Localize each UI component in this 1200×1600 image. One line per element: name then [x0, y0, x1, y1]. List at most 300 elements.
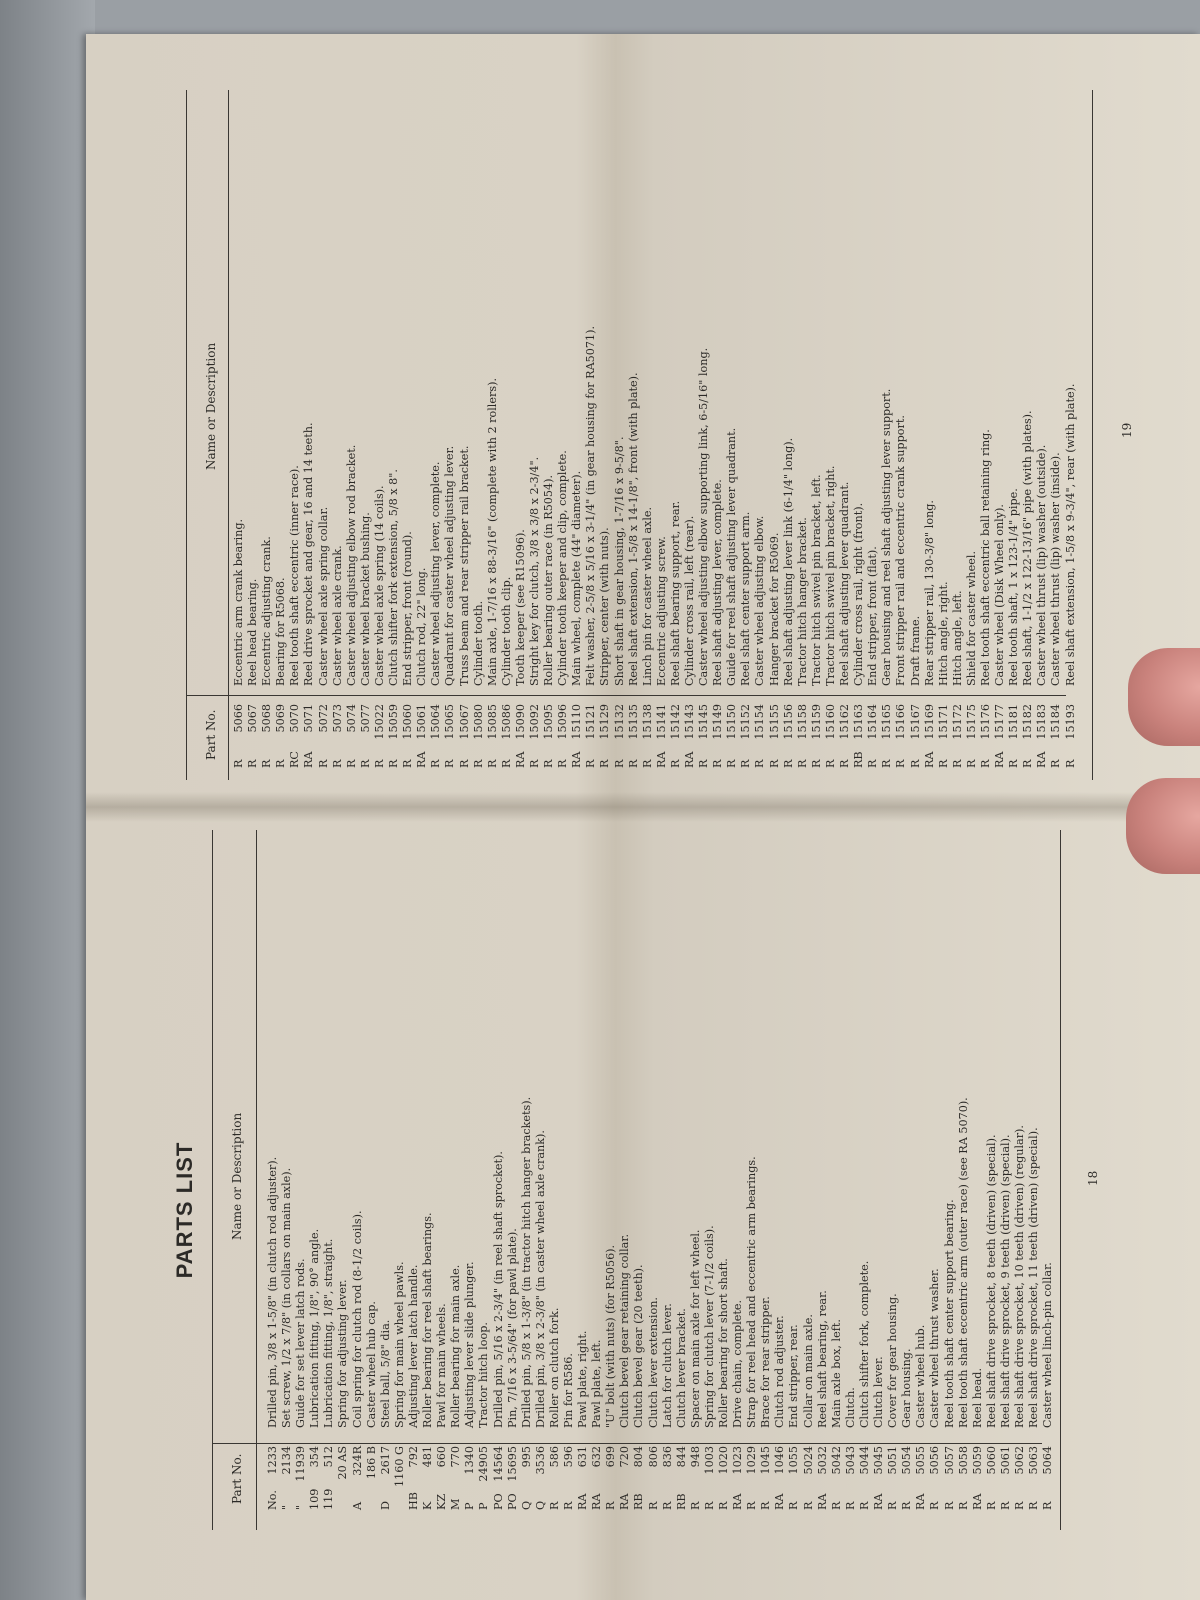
- parts-table-left: [266, 830, 1055, 1510]
- part-description: Eccentric adjusting crank.: [260, 536, 274, 686]
- table-row: [858, 830, 872, 1510]
- table-row: [598, 68, 612, 768]
- part-description: Roller bearing for main axle.: [449, 1264, 463, 1428]
- table-row: [745, 830, 759, 1510]
- part-description: Main axle box, left.: [829, 1319, 843, 1428]
- table-row: [1027, 830, 1041, 1510]
- table-row: [739, 68, 753, 768]
- part-number: 15132: [612, 704, 626, 740]
- part-number: 15080: [471, 704, 485, 740]
- page-19: [86, 34, 1200, 800]
- part-prefix: K: [421, 1501, 435, 1510]
- table-row: [359, 68, 373, 768]
- part-prefix: R: [660, 1501, 674, 1510]
- table-row: [993, 68, 1007, 768]
- table-row: [852, 68, 866, 768]
- part-description: Cylinder cross rail, right (front).: [852, 502, 866, 686]
- part-number: 5059: [970, 1446, 984, 1475]
- part-prefix: R: [697, 759, 711, 768]
- table-row: [1064, 68, 1078, 768]
- part-number: 699: [604, 1446, 618, 1468]
- table-row: [675, 830, 689, 1510]
- part-number: 5061: [998, 1446, 1012, 1475]
- part-prefix: R: [964, 759, 978, 768]
- part-prefix: R: [781, 759, 795, 768]
- part-prefix: A: [350, 1501, 364, 1510]
- part-prefix: RA: [590, 1493, 604, 1510]
- part-description: Reel head.: [970, 1367, 984, 1428]
- part-number: 5067: [246, 704, 260, 733]
- part-number: 1029: [745, 1446, 759, 1475]
- page-title: PARTS LIST: [172, 1141, 197, 1279]
- part-number: 15177: [993, 704, 1007, 740]
- table-row: [246, 68, 260, 768]
- table-surface: [0, 0, 95, 1600]
- part-description: Clutch.: [843, 1387, 857, 1428]
- part-description: Reel shaft adjusting lever, complete.: [711, 479, 725, 686]
- part-description: Shield for caster wheel.: [964, 551, 978, 686]
- table-row: [590, 830, 604, 1510]
- table-row: [971, 830, 985, 1510]
- part-number: 15061: [415, 704, 429, 740]
- part-number: 995: [519, 1446, 533, 1468]
- table-row: [923, 68, 937, 768]
- part-number: 15156: [781, 704, 795, 740]
- part-prefix: R: [626, 759, 640, 768]
- part-number: 5060: [984, 1446, 998, 1475]
- table-row: [379, 830, 393, 1510]
- part-number: 15171: [936, 704, 950, 740]
- column-header-part-no: Part No.: [230, 1453, 244, 1504]
- part-description: Drilled pin, 5/16 x 2-3/4" (in reel shaft sprocket).: [491, 1151, 505, 1428]
- part-description: Caster wheel adjusting elbow.: [753, 515, 767, 686]
- part-description: Clutch rod, 22" long.: [415, 567, 429, 686]
- part-description: End stripper, front (round).: [401, 531, 415, 686]
- part-description: Guide for set lever latch rods.: [294, 1258, 308, 1428]
- part-prefix: RA: [872, 1493, 886, 1510]
- part-prefix: KZ: [435, 1493, 449, 1510]
- table-row: [647, 830, 661, 1510]
- table-row: [979, 68, 993, 768]
- part-prefix: RA: [922, 751, 936, 768]
- part-number: 15060: [401, 704, 415, 740]
- part-description: Pin, 7/16 x 3-5/64" (for pawl plate).: [505, 1228, 519, 1428]
- part-description: Adjusting lever slide plunger.: [463, 1261, 477, 1428]
- part-number: 15059: [387, 704, 401, 740]
- part-description: Adjusting lever latch handle.: [406, 1264, 420, 1428]
- table-row: [914, 830, 928, 1510]
- part-description: Spacer on main axle for left wheel.: [688, 1229, 702, 1428]
- table-row: [458, 68, 472, 768]
- part-description: Clutch bevel gear (20 teeth).: [632, 1264, 646, 1428]
- part-prefix: R: [900, 1501, 914, 1510]
- table-row: [345, 68, 359, 768]
- part-description: Clutch lever extension.: [646, 1297, 660, 1428]
- part-number: 5077: [358, 704, 372, 733]
- part-number: 15181: [1007, 704, 1021, 740]
- table-row: [1049, 68, 1063, 768]
- table-row: [1007, 68, 1021, 768]
- part-number: 14564: [491, 1446, 505, 1482]
- part-number: 15149: [711, 704, 725, 740]
- part-number: 15695: [505, 1446, 519, 1482]
- part-prefix: R: [857, 1501, 871, 1510]
- part-prefix: R: [612, 759, 626, 768]
- table-row: [534, 830, 548, 1510]
- part-prefix: R: [457, 759, 471, 768]
- part-number: 512: [322, 1446, 336, 1468]
- part-description: Lubrication fitting, 1/8", straight.: [322, 1238, 336, 1428]
- part-number: 15159: [809, 704, 823, 740]
- part-description: Caster wheel adjusting elbow supporting link, 6-5/16" long.: [697, 347, 711, 686]
- part-description: Tractor hitch loop.: [477, 1322, 491, 1428]
- table-row: [886, 830, 900, 1510]
- part-prefix: R: [598, 759, 612, 768]
- part-prefix: R: [330, 759, 344, 768]
- part-number: 5062: [1012, 1446, 1026, 1475]
- part-description: Reel shaft drive sprocket, 11 teeth (driven) (special).: [1027, 1127, 1041, 1428]
- part-number: 5068: [260, 704, 274, 733]
- part-number: 1023: [731, 1446, 745, 1475]
- part-number: 5051: [886, 1446, 900, 1475]
- part-description: Spring for main wheel pawls.: [392, 1261, 406, 1428]
- part-number: 792: [406, 1446, 420, 1468]
- booklet: [86, 34, 1200, 1600]
- table-row: [556, 68, 570, 768]
- part-number: 1003: [702, 1446, 716, 1475]
- table-row: [336, 830, 350, 1510]
- part-prefix: R: [942, 1501, 956, 1510]
- part-description: Clutch lever.: [872, 1356, 886, 1428]
- page-number: 18: [1086, 1170, 1100, 1186]
- part-description: Brace for rear stripper.: [759, 1296, 773, 1428]
- table-row: [486, 68, 500, 768]
- part-number: 324R: [350, 1446, 364, 1476]
- part-description: Tooth keeper (see R15096).: [513, 529, 527, 686]
- part-prefix: ": [294, 1504, 308, 1510]
- part-prefix: R: [604, 1501, 618, 1510]
- table-row: [407, 830, 421, 1510]
- part-prefix: RA: [970, 1493, 984, 1510]
- column-header-description: Name or Description: [230, 1112, 244, 1240]
- part-number: 5073: [330, 704, 344, 733]
- part-description: Pawl for main wheels.: [435, 1303, 449, 1428]
- part-number: 15090: [513, 704, 527, 740]
- part-prefix: RA: [993, 751, 1007, 768]
- part-description: Drilled pin, 3/8 x 1-5/8" (in clutch rod adjuster).: [266, 1156, 279, 1428]
- part-description: Felt washer, 2-5/8 x 5/16 x 3-1/4" (in gear housing for RA5071).: [584, 325, 598, 686]
- part-number: 5074: [344, 704, 358, 733]
- part-number: 15158: [795, 704, 809, 740]
- table-row: [824, 68, 838, 768]
- part-description: Stright key for clutch, 3/8 x 3/8 x 2-3/4".: [527, 456, 541, 686]
- table-row: [421, 830, 435, 1510]
- part-description: Roller bearing for reel shaft bearings.: [421, 1212, 435, 1428]
- part-prefix: R: [344, 759, 358, 768]
- thumb: [1128, 648, 1200, 746]
- part-number: 15142: [668, 704, 682, 740]
- table-row: [415, 68, 429, 768]
- table-row: [759, 830, 773, 1510]
- part-description: Drilled pin, 5/8 x 1-3/8" (in tractor hitch hanger brackets).: [519, 1096, 533, 1428]
- part-description: Caster wheel axle crank.: [330, 545, 344, 686]
- part-number: 5045: [872, 1446, 886, 1475]
- part-description: Reel drive sprocket and gear, 16 and 14 teeth.: [302, 422, 316, 686]
- part-description: Cylinder cross rail, left (rear).: [683, 515, 696, 686]
- part-number: 15067: [457, 704, 471, 740]
- table-row: [401, 68, 415, 768]
- part-description: End stripper, front (flat).: [866, 546, 880, 686]
- part-description: Clutch rod adjuster.: [773, 1315, 787, 1428]
- part-number: 15152: [739, 704, 753, 740]
- column-header-description: Name or Description: [204, 342, 218, 470]
- part-prefix: No.: [266, 1490, 279, 1510]
- part-prefix: R: [829, 1501, 843, 1510]
- table-row: [632, 830, 646, 1510]
- part-description: Caster wheel linch-pin collar.: [1041, 1262, 1055, 1428]
- table-row: [810, 68, 824, 768]
- table-row: [542, 68, 556, 768]
- part-description: Caster wheel bracket bushing.: [358, 512, 372, 686]
- part-prefix: R: [753, 759, 767, 768]
- table-row: [787, 830, 801, 1510]
- part-prefix: R: [556, 759, 570, 768]
- footer-rule: [1060, 830, 1061, 1530]
- part-number: 2617: [378, 1446, 392, 1475]
- table-row: [900, 830, 914, 1510]
- table-row: [506, 830, 520, 1510]
- part-description: Reel shaft adjusting lever link (6-1/4" long).: [781, 437, 795, 686]
- part-prefix: R: [387, 759, 401, 768]
- table-row: [514, 68, 528, 768]
- part-number: 15155: [767, 704, 781, 740]
- part-description: Reel shaft, 1-1/2 x 122-13/16" pipe (with plates).: [1021, 410, 1035, 686]
- part-number: 5063: [1027, 1446, 1041, 1475]
- part-number: 15095: [542, 704, 556, 740]
- part-number: 15138: [640, 704, 654, 740]
- table-row: [844, 830, 858, 1510]
- part-description: Steel ball, 5/8" dia.: [378, 1319, 392, 1428]
- table-row: [331, 68, 345, 768]
- part-description: End stripper, rear.: [787, 1324, 801, 1428]
- table-row: [365, 830, 379, 1510]
- part-number: 15163: [852, 704, 866, 740]
- part-number: 1055: [787, 1446, 801, 1475]
- part-description: Tractor hitch hanger bracket.: [795, 517, 809, 686]
- part-description: Eccentric arm crank bearing.: [232, 518, 245, 686]
- part-description: Clutch bevel gear retaining collar.: [618, 1234, 632, 1428]
- part-prefix: Q: [519, 1500, 533, 1510]
- part-number: 15096: [556, 704, 570, 740]
- table-row: [351, 830, 365, 1510]
- part-description: Pawl plate, left.: [590, 1339, 604, 1428]
- table-row: [260, 68, 274, 768]
- part-description: Caster wheel hub cap.: [364, 1301, 378, 1428]
- part-prefix: R: [843, 1501, 857, 1510]
- part-number: 15135: [626, 704, 640, 740]
- table-row: [796, 68, 810, 768]
- part-number: 15064: [429, 704, 443, 740]
- table-row: [435, 830, 449, 1510]
- part-prefix: Q: [533, 1500, 547, 1510]
- part-prefix: R: [928, 1501, 942, 1510]
- part-prefix: R: [787, 1501, 801, 1510]
- part-description: Reel shaft drive sprocket, 10 teeth (driven) (regular).: [1012, 1125, 1026, 1428]
- part-prefix: RA: [731, 1493, 745, 1510]
- table-row: [472, 68, 486, 768]
- part-number: 631: [576, 1446, 590, 1468]
- part-number: 15143: [683, 704, 696, 740]
- part-number: 948: [688, 1446, 702, 1468]
- table-row: [1021, 68, 1035, 768]
- table-row: [570, 68, 584, 768]
- part-description: Bearing for R5068.: [274, 577, 288, 686]
- part-prefix: R: [801, 1501, 815, 1510]
- part-prefix: R: [908, 759, 922, 768]
- part-prefix: RA: [415, 751, 429, 768]
- part-number: 586: [547, 1446, 561, 1468]
- table-row: [604, 830, 618, 1510]
- part-prefix: R: [984, 1501, 998, 1510]
- table-row: [965, 68, 979, 768]
- part-prefix: R: [640, 759, 654, 768]
- part-number: 15150: [725, 704, 739, 740]
- table-row: [443, 68, 457, 768]
- part-description: Pin for R586.: [561, 1353, 575, 1428]
- part-description: Linch pin for caster wheel axle.: [640, 506, 654, 686]
- part-number: 15065: [443, 704, 457, 740]
- header-rule-bottom: [256, 830, 257, 1530]
- part-description: Cover for gear housing.: [886, 1293, 900, 1428]
- part-number: 5072: [316, 704, 330, 733]
- part-prefix: R: [950, 759, 964, 768]
- part-prefix: R: [745, 1501, 759, 1510]
- part-number: 1020: [717, 1446, 730, 1475]
- part-prefix: R: [894, 759, 908, 768]
- part-prefix: R: [542, 759, 556, 768]
- part-number: 836: [660, 1446, 674, 1468]
- part-description: Reel tooth shaft, 1 x 123-1/4" pipe.: [1007, 488, 1021, 686]
- part-description: Hitch angle, right.: [936, 581, 950, 686]
- part-prefix: R: [1027, 1501, 1041, 1510]
- table-row: [618, 830, 632, 1510]
- part-number: 1046: [773, 1446, 787, 1475]
- part-prefix: RB: [674, 1493, 688, 1510]
- part-prefix: R: [547, 1501, 561, 1510]
- table-row: [562, 830, 576, 1510]
- part-number: 15169: [922, 704, 936, 740]
- part-description: Reel shaft bearing, rear.: [815, 1290, 829, 1428]
- part-prefix: R: [668, 759, 682, 768]
- part-prefix: RA: [302, 751, 316, 768]
- part-description: Reel tooth shaft center support bearing.: [942, 1199, 956, 1428]
- table-row: [528, 68, 542, 768]
- part-prefix: R: [711, 759, 725, 768]
- table-row: [703, 830, 717, 1510]
- part-number: 15086: [499, 704, 513, 740]
- part-description: Reel shaft extension, 1-5/8 x 9-3/4", rear (with plate).: [1063, 383, 1077, 686]
- part-prefix: RA: [773, 1493, 787, 1510]
- table-row: [655, 68, 669, 768]
- part-prefix: RA: [618, 1493, 632, 1510]
- part-number: 5058: [956, 1446, 970, 1475]
- table-row: [717, 830, 731, 1510]
- part-description: Roller bearing for short shaft.: [717, 1258, 730, 1428]
- part-number: 804: [632, 1446, 646, 1468]
- part-number: 354: [308, 1446, 322, 1468]
- part-number: 844: [674, 1446, 688, 1468]
- table-row: [753, 68, 767, 768]
- part-description: Cylinder tooth clip.: [499, 576, 513, 686]
- page-number: 19: [1120, 422, 1134, 438]
- table-row: [294, 830, 308, 1510]
- table-row: [280, 830, 294, 1510]
- table-row: [830, 830, 844, 1510]
- table-row: [689, 830, 703, 1510]
- part-description: Main axle, 1-7/16 x 88-3/16" (complete with 2 rollers).: [485, 377, 499, 686]
- table-row: [266, 830, 280, 1510]
- part-prefix: R: [527, 759, 541, 768]
- table-row: [232, 68, 246, 768]
- footer-rule: [1092, 90, 1093, 780]
- part-number: 5056: [928, 1446, 942, 1475]
- table-row: [520, 830, 534, 1510]
- part-number: 5057: [942, 1446, 956, 1475]
- part-prefix: HB: [406, 1492, 420, 1510]
- part-number: 3536: [533, 1446, 547, 1475]
- table-row: [387, 68, 401, 768]
- part-prefix: RB: [632, 1493, 646, 1510]
- table-row: [288, 68, 302, 768]
- parts-table-right: [232, 68, 1078, 768]
- part-description: Reel shaft drive sprocket, 9 teeth (driven) (special).: [998, 1134, 1012, 1428]
- part-prefix: R: [739, 759, 753, 768]
- part-prefix: R: [232, 759, 245, 768]
- part-prefix: RA: [1035, 751, 1049, 768]
- part-prefix: R: [823, 759, 837, 768]
- part-number: 15121: [584, 704, 598, 740]
- part-prefix: R: [956, 1501, 970, 1510]
- part-number: 15193: [1063, 704, 1077, 740]
- part-prefix: RC: [288, 751, 302, 768]
- table-row: [274, 68, 288, 768]
- part-prefix: M: [449, 1498, 463, 1510]
- table-row: [463, 830, 477, 1510]
- table-row: [429, 68, 443, 768]
- part-prefix: R: [1063, 759, 1077, 768]
- part-prefix: R: [260, 759, 274, 768]
- part-description: Caster wheel (Disk Wheel only).: [993, 504, 1007, 686]
- table-row: [816, 830, 830, 1510]
- table-row: [1035, 68, 1049, 768]
- part-description: Guide for reel shaft adjusting lever quadrant.: [725, 427, 739, 686]
- part-prefix: R: [1007, 759, 1021, 768]
- part-description: Spring for adjusting lever.: [336, 1279, 350, 1428]
- part-description: Reel shaft drive sprocket, 8 teeth (driven) (special).: [984, 1134, 998, 1428]
- part-prefix: PO: [491, 1493, 505, 1510]
- table-row: [308, 830, 322, 1510]
- part-number: 5070: [288, 704, 302, 733]
- part-prefix: R: [866, 759, 880, 768]
- part-description: Reel tooth shaft eccentric (inner race).: [288, 465, 302, 686]
- part-description: Reel shaft extension, 1-5/8 x 14-1/8", front (with plate).: [626, 372, 640, 686]
- part-prefix: R: [809, 759, 823, 768]
- header-rule-top: [186, 90, 187, 780]
- table-row: [773, 830, 787, 1510]
- part-description: Truss beam and rear stripper rail bracket.: [457, 445, 471, 686]
- table-row: [302, 68, 316, 768]
- part-prefix: RA: [914, 1493, 928, 1510]
